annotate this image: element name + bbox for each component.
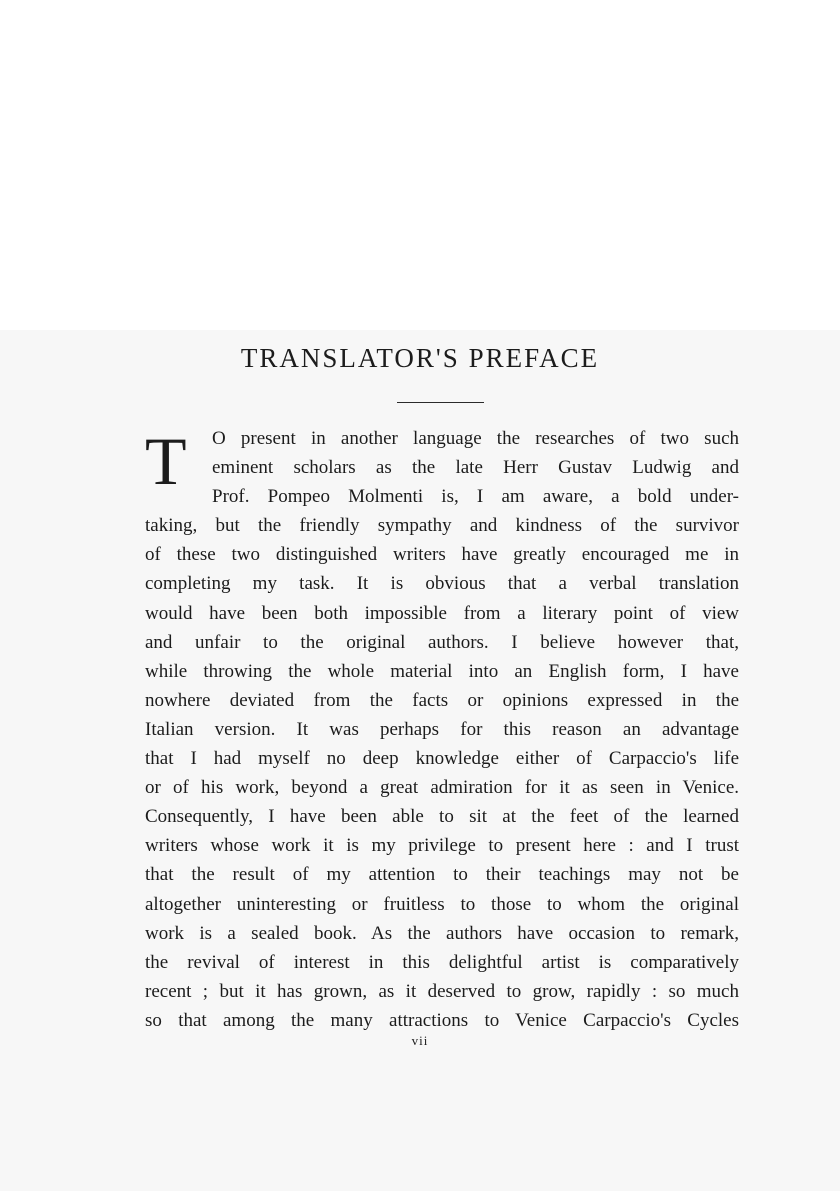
text-line: that I had myself no deep knowledge either of Carpaccio's life <box>145 748 739 770</box>
text-line: the revival of interest in this delightful artist is comparatively <box>145 951 739 973</box>
text-line: that the result of my attention to their teachings may not be <box>145 864 739 886</box>
text-line: would have been both impossible from a literary point of view <box>145 602 739 624</box>
text-line: taking, but the friendly sympathy and kindness of the survivor <box>145 515 739 537</box>
text-line: writers whose work it is my privilege to present here : and I trust <box>145 835 739 857</box>
text-line: nowhere deviated from the facts or opinions expressed in the <box>145 689 739 711</box>
text-line: completing my task. It is obvious that a verbal translation <box>145 573 739 595</box>
text-line: of these two distinguished writers have greatly encouraged me in <box>145 544 739 566</box>
drop-cap: T <box>145 423 187 499</box>
text-line: altogether uninteresting or fruitless to those to whom the original <box>145 893 739 915</box>
page-number: vii <box>411 1033 429 1048</box>
title-divider <box>397 402 484 403</box>
text-line: work is a sealed book. As the authors have occasion to remark, <box>145 922 739 944</box>
text-line: Italian version. It was perhaps for this reason an advantage <box>145 718 739 740</box>
text-line: while throwing the whole material into an English form, I have <box>145 660 739 682</box>
text-line: or of his work, beyond a great admiration for it as seen in Venice. <box>145 777 739 799</box>
page-title: TRANSLATOR'S PREFACE <box>240 343 600 373</box>
text-line: so that among the many attractions to Venice Carpaccio's Cycles <box>145 1009 739 1031</box>
preface-text <box>145 424 739 1035</box>
text-line: eminent scholars as the late Herr Gustav Ludwig and <box>212 457 739 479</box>
text-line: recent ; but it has grown, as it deserved to grow, rapidly : so much <box>145 980 739 1002</box>
text-line: Consequently, I have been able to sit at the feet of the learned <box>145 806 739 828</box>
text-line: Prof. Pompeo Molmenti is, I am aware, a bold under- <box>212 486 739 508</box>
text-line: O present in another language the researches of two such <box>212 428 739 449</box>
text-line: and unfair to the original authors. I believe however that, <box>145 631 739 653</box>
